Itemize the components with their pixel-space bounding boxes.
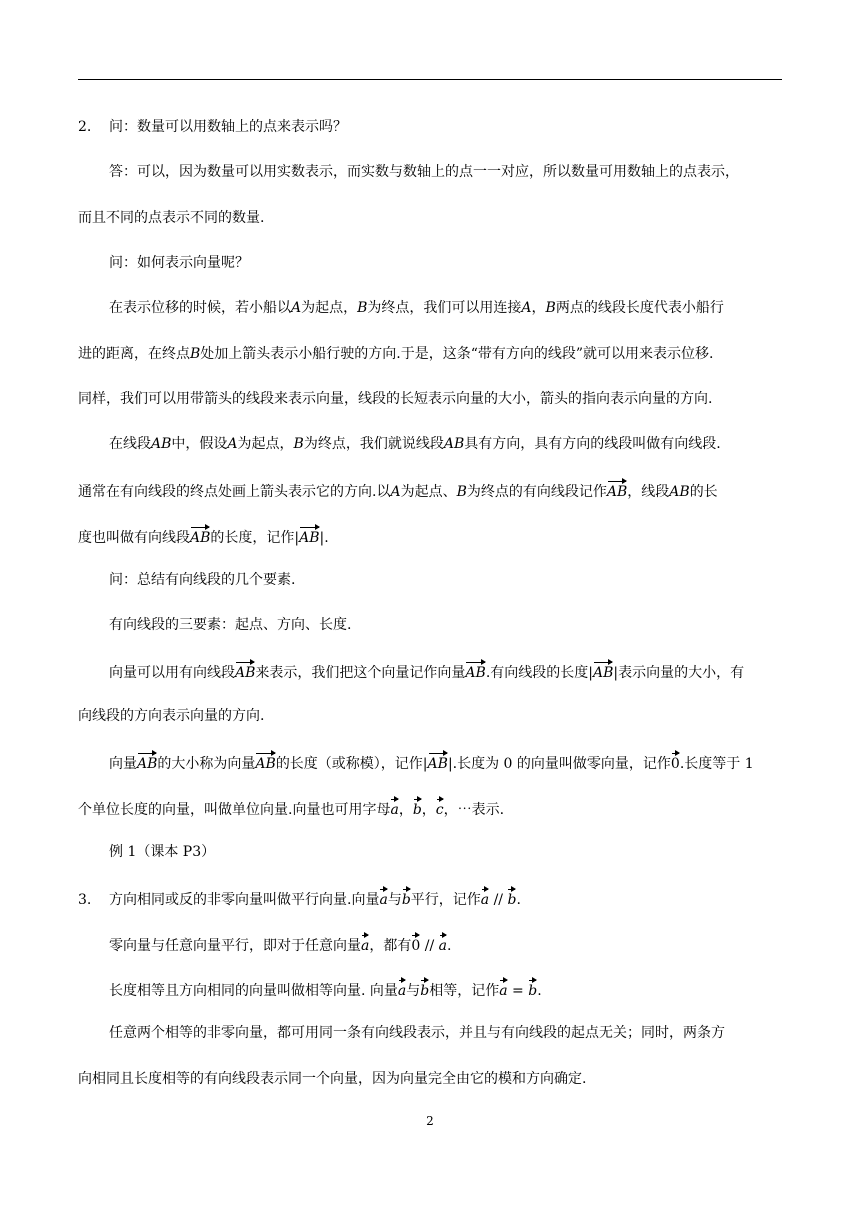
q-elements: 问：总结有向线段的几个要素. <box>109 572 296 588</box>
para-segment-line2: 通常在有向线段的终点处画上箭头表示它的方向.以A为起点、B为终点的有向线段记作AB，线段AB的长 <box>78 479 718 502</box>
vector-ab: AB <box>255 751 275 774</box>
vector-ab: AB <box>607 479 627 502</box>
q2-answer-line2: 而且不同的点表示不同的数量. <box>78 210 265 226</box>
vector-b: b <box>402 887 411 910</box>
q2-followup-question: 问：如何表示向量呢？ <box>109 255 249 271</box>
q3-final-line2: 向相同且长度相等的有向线段表示同一个向量，因为向量完全由它的模和方向确定. <box>78 1071 587 1087</box>
q3-final-line1: 任意两个相等的非零向量，都可用同一条有向线段表示，并且与有向线段的起点无关；同时，两条方 <box>109 1025 725 1041</box>
three-elements: 有向线段的三要素：起点、方向、长度. <box>109 617 352 633</box>
vector-a: a <box>390 797 398 820</box>
vector-ab: AB <box>428 751 448 774</box>
header-rule <box>78 79 782 80</box>
zero-vector: 0 <box>671 751 680 774</box>
item-number: 2. <box>78 119 92 135</box>
vector-a: a <box>379 887 387 910</box>
zero-vector: 0 <box>411 933 420 956</box>
para-vector-line1: 向量可以用有向线段AB来表示，我们把这个向量记作向量AB.有向线段的长度|AB|表示向量的大小，有 <box>109 660 744 683</box>
item-number: 3. <box>78 892 92 908</box>
vector-ab: AB <box>190 525 210 548</box>
vector-a: a <box>481 887 489 910</box>
vector-ab: AB <box>593 660 613 683</box>
para-move-line1: 在表示位移的时候，若小船以A为起点，B为终点，我们可以用连接A，B两点的线段长度代表小船行 <box>109 300 724 316</box>
vector-ab: AB <box>299 525 319 548</box>
vector-ab: AB <box>137 751 157 774</box>
example-label: 例 1（课本 P3） <box>109 844 216 860</box>
vector-ab: AB <box>235 660 255 683</box>
page-number: 2 <box>426 1114 434 1128</box>
vector-a: a <box>499 978 507 1001</box>
q2-answer-line1: 答：可以，因为数量可以用实数表示，而实数与数轴上的点一一对应，所以数量可用数轴上的点表示， <box>109 164 739 180</box>
vector-b: b <box>528 978 537 1001</box>
vector-a: a <box>439 933 447 956</box>
para-move-line3: 同样，我们可以用带箭头的线段来表示向量，线段的长短表示向量的大小，箭头的指向表示向量的方向. <box>78 391 713 407</box>
q3-zero-parallel: 零向量与任意向量平行，即对于任意向量a，都有0 // a. <box>109 933 451 956</box>
q2-question: 2. 问：数量可以用数轴上的点来表示吗？ <box>78 119 347 135</box>
vector-b: b <box>420 978 429 1001</box>
q3-equal-vectors: 长度相等且方向相同的向量叫做相等向量. 向量a与b相等，记作a = b. <box>109 978 542 1001</box>
vector-b: b <box>413 797 422 820</box>
vector-c: c <box>436 797 444 820</box>
para-segment-line1: 在线段AB中，假设A为起点，B为终点，我们就说线段AB具有方向，具有方向的线段叫做有向线段. <box>109 436 721 452</box>
vector-b: b <box>507 887 516 910</box>
vector-a: a <box>398 978 406 1001</box>
para-segment-line3: 度也叫做有向线段AB的长度，记作|AB|. <box>78 525 329 548</box>
vector-ab: AB <box>465 660 485 683</box>
para-move-line2: 进的距离，在终点B处加上箭头表示小船行驶的方向.于是，这条“带有方向的线段”就可以用来表示位移. <box>78 346 714 362</box>
vector-a: a <box>361 933 369 956</box>
q3-line1: 3. 方向相同或反的非零向量叫做平行向量.向量a与b平行，记作a // b. <box>78 887 521 910</box>
para-length-line1: 向量AB的大小称为向量AB的长度（或称模），记作|AB|.长度为 0 的向量叫做零向量，记作0.长度等于 1 <box>109 751 754 774</box>
para-vector-line2: 向线段的方向表示向量的方向. <box>78 708 265 724</box>
para-length-line2: 个单位长度的向量，叫做单位向量.向量也可用字母a，b，c，⋯表示. <box>78 797 504 820</box>
